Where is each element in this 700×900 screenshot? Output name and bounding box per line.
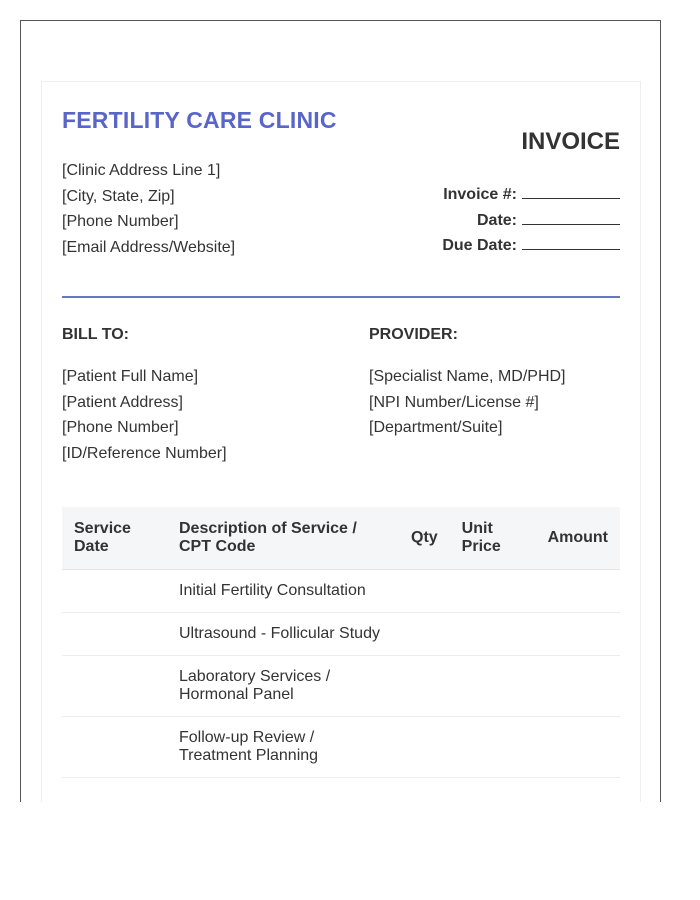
patient-address: [Patient Address]: [62, 393, 183, 411]
cell-qty[interactable]: [399, 613, 450, 656]
invoice-date-field[interactable]: [522, 210, 620, 225]
cell-description-line1: Initial Fertility Consultation: [179, 582, 366, 599]
table-row: [62, 656, 620, 717]
invoice-sheet: [41, 81, 641, 802]
cell-description-line1: Laboratory Services /: [179, 668, 331, 685]
invoice-title: INVOICE: [521, 128, 620, 155]
invoice-due-field[interactable]: [522, 235, 620, 250]
header-divider: [62, 296, 620, 298]
invoice-number-row: [442, 182, 620, 208]
cell-service-date[interactable]: [62, 613, 167, 656]
invoice-date-row: [442, 208, 620, 234]
patient-phone: [Phone Number]: [62, 419, 179, 437]
patient-reference: [ID/Reference Number]: [62, 445, 227, 463]
invoice-due-row: [442, 233, 620, 259]
clinic-phone: [Phone Number]: [62, 213, 179, 230]
col-unit-price-line1: Unit: [461, 520, 493, 537]
col-description-line1: Description of Service /: [179, 520, 357, 537]
services-table: [62, 507, 620, 778]
table-row: [62, 613, 620, 656]
cell-description-line1: Ultrasound - Follicular Study: [179, 625, 380, 642]
provider-name: [Specialist Name, MD/PHD]: [369, 368, 566, 385]
cell-service-date[interactable]: [62, 717, 167, 778]
patient-name: [Patient Full Name]: [62, 368, 199, 385]
cell-description: [167, 717, 399, 778]
col-qty: Qty: [399, 507, 450, 570]
cell-amount[interactable]: [535, 656, 620, 717]
page-frame: [20, 20, 661, 802]
bill-to-block: [62, 364, 227, 467]
cell-unit-price[interactable]: [450, 570, 535, 613]
col-unit-price: [450, 507, 535, 570]
cell-description: [167, 570, 399, 613]
cell-description-line1: Follow-up Review /: [179, 729, 315, 746]
cell-qty[interactable]: [399, 656, 450, 717]
invoice-number-label: Invoice #:: [443, 186, 517, 203]
cell-qty[interactable]: [399, 717, 450, 778]
cell-service-date[interactable]: [62, 570, 167, 613]
provider-department: [Department/Suite]: [369, 419, 503, 437]
provider-license: [NPI Number/License #]: [369, 393, 539, 411]
cell-amount[interactable]: [535, 613, 620, 656]
cell-unit-price[interactable]: [450, 717, 535, 778]
cell-amount[interactable]: [535, 717, 620, 778]
clinic-email: [Email Address/Website]: [62, 238, 236, 256]
cell-description: [167, 656, 399, 717]
bill-to-heading: BILL TO:: [62, 326, 129, 343]
clinic-address-line: [Clinic Address Line 1]: [62, 162, 221, 179]
provider-heading: PROVIDER:: [369, 326, 458, 343]
cell-service-date[interactable]: [62, 656, 167, 717]
cell-qty[interactable]: [399, 570, 450, 613]
cell-amount[interactable]: [535, 570, 620, 613]
col-service-date: [62, 507, 167, 570]
col-description-line2: CPT Code: [179, 538, 256, 555]
cell-description-line2: Hormonal Panel: [179, 686, 294, 703]
invoice-meta: [442, 182, 620, 259]
invoice-due-label: Due Date:: [442, 237, 517, 254]
invoice-number-field[interactable]: [522, 184, 620, 199]
col-amount: Amount: [535, 507, 620, 570]
clinic-name: FERTILITY CARE CLINIC: [62, 107, 337, 133]
cell-unit-price[interactable]: [450, 613, 535, 656]
table-row: [62, 570, 620, 613]
table-row: [62, 717, 620, 778]
provider-block: [369, 364, 566, 441]
cell-description: [167, 613, 399, 656]
col-service-date-line2: Date: [74, 538, 109, 555]
col-description: [167, 507, 399, 570]
clinic-contact: [62, 158, 235, 260]
cell-description-line2: Treatment Planning: [179, 747, 319, 764]
cell-unit-price[interactable]: [450, 656, 535, 717]
invoice-date-label: Date:: [476, 211, 517, 229]
clinic-city-state-zip: [City, State, Zip]: [62, 187, 175, 205]
col-unit-price-line2: Price: [461, 538, 501, 555]
col-service-date-line1: Service: [74, 520, 131, 537]
table-header-row: [62, 507, 620, 570]
